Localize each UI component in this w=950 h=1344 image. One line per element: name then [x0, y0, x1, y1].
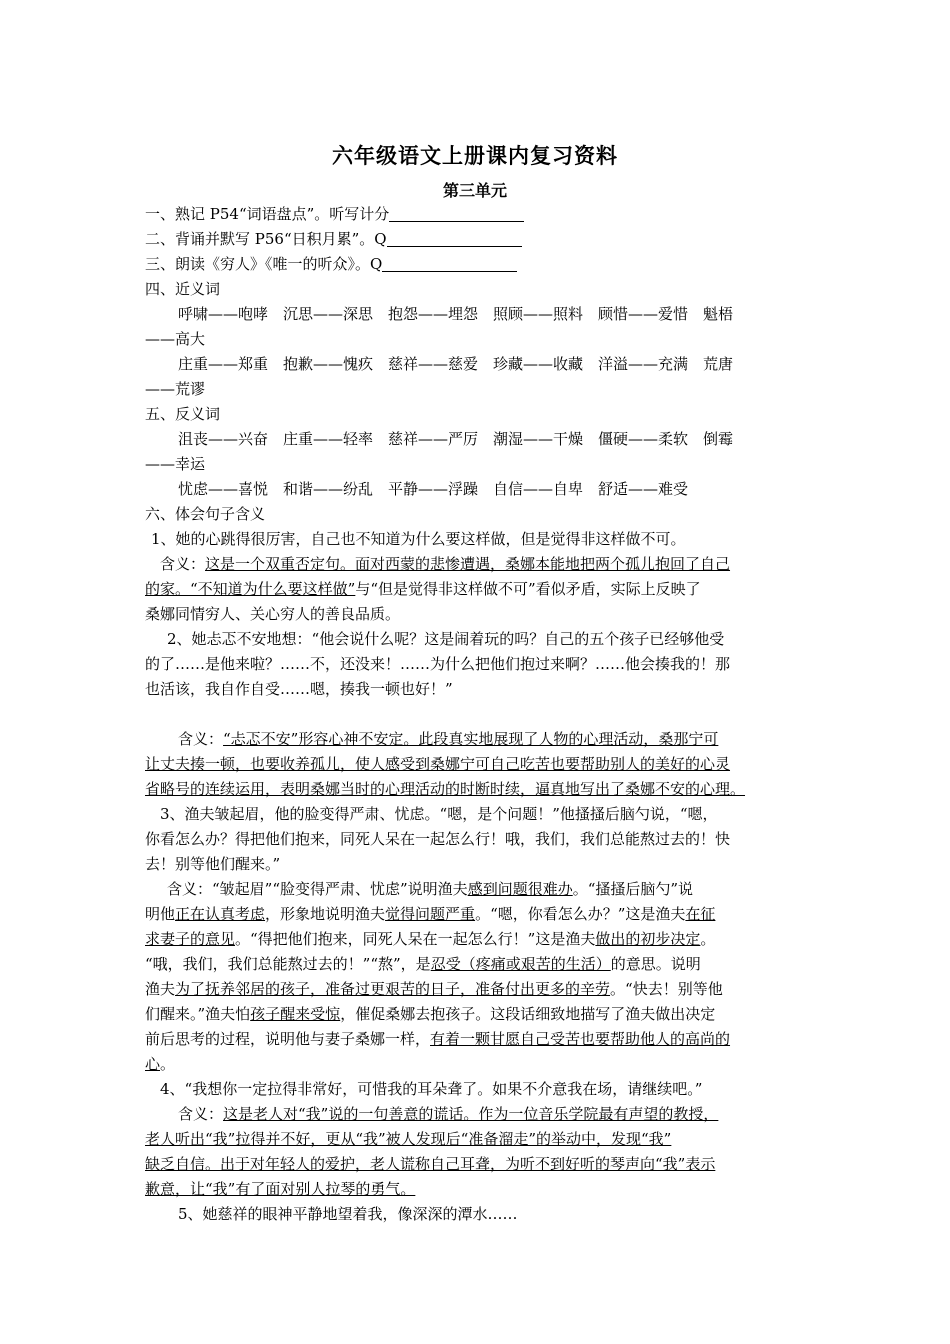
item-recite: 二、背诵并默写 P56“日积月累”。Q: [145, 227, 810, 252]
sentence-2-cont: 也活该，我自作自受……嗯，揍我一顿也好！”: [145, 680, 453, 698]
item-read: 三、朗读《穷人》《唯一的听众》。Q: [145, 252, 810, 277]
antonym-row: 沮丧——兴奋 庄重——轻率 慈祥——严厉 潮湿——干燥 僵硬——柔软 倒霉: [178, 430, 734, 448]
meaning-3-cont: 心。: [145, 1055, 176, 1073]
sentence-3-cont: 去！别等他们醒来。”: [145, 855, 281, 873]
meaning-2-cont: 省略号的连续运用，表明桑娜当时的心理活动的时断时续，逼真地写出了桑娜不安的心理。: [145, 780, 746, 798]
sentence-4: 4、“我想你一定拉得非常好，可惜我的耳朵聋了。如果不介意我在场，请继续吧。”: [160, 1080, 703, 1098]
sentence-2-cont: 的了……是他来啦？……不，还没来！……为什么把他们抱过来啊？……他会揍我的！那: [145, 655, 731, 673]
sentence-3: 3、渔夫皱起眉，他的脸变得严肃、忧虑。“嗯，是个问题！”他搔搔后脑勺说，“嗯，: [160, 805, 718, 823]
section-antonyms: 五、反义词: [145, 405, 221, 423]
meaning-1: 含义：这是一个双重否定句。面对西蒙的悲惨遭遇，桑娜本能地把两个孤儿抱回了自己: [160, 555, 731, 573]
blank-line: [145, 702, 810, 727]
meaning-1-cont: 的家。“不知道为什么要这样做”与“但是觉得非这样做不可”看似矛盾，实际上反映了: [145, 580, 701, 598]
synonym-row-cont: ——高大: [145, 330, 206, 348]
sentence-3-cont: 你看怎么办？得把他们抱来，同死人呆在一起怎么行！哦，我们，我们总能熬过去的！快: [145, 830, 731, 848]
section-sentences: 六、体会句子含义: [145, 505, 266, 523]
sentence-2: 2、她忐忑不安地想：“他会说什么呢？这是闹着玩的吗？自己的五个孩子已经够他受: [167, 630, 725, 648]
meaning-3-cont: “哦，我们，我们总能熬过去的！”“熬”，是忍受（疼痛或艰苦的生活）的意思。说明: [145, 955, 701, 973]
synonym-row-cont: ——荒谬: [145, 380, 206, 398]
sentence-5: 5、她慈祥的眼神平静地望着我，像深深的潭水……: [178, 1205, 518, 1223]
meaning-4-cont: 缺乏自信。出于对年轻人的爱护，老人谎称自己耳聋，为听不到好听的琴声向“我”表示: [145, 1155, 716, 1173]
answer-blank: [387, 230, 522, 247]
unit-heading: 第三单元: [442, 181, 507, 200]
synonym-row: 庄重——郑重 抱歉——愧疚 慈祥——慈爱 珍藏——收藏 洋溢——充满 荒唐: [178, 355, 734, 373]
document-body: [145, 202, 810, 1227]
meaning-4: 含义：这是老人对“我”说的一句善意的谎话。作为一位音乐学院最有声望的教授，: [178, 1105, 719, 1123]
meaning-3-cont: 明他正在认真考虑，形象地说明渔夫觉得问题严重。“嗯，你看怎么办？”这是渔夫在征: [145, 905, 716, 923]
meaning-1-cont: 桑娜同情穷人、关心穷人的善良品质。: [145, 605, 401, 623]
antonym-row-cont: ——幸运: [145, 455, 206, 473]
meaning-3-cont: 渔夫为了抚养邻居的孩子，准备过更艰苦的日子，准备付出更多的辛劳。“快去！别等他: [145, 980, 723, 998]
document-title: 六年级语文上册课内复习资料: [332, 144, 618, 168]
meaning-4-cont: 歉意，让“我”有了面对别人拉琴的勇气。: [145, 1180, 416, 1198]
synonym-row: 呼啸——咆哮 沉思——深思 抱怨——埋怨 照顾——照料 顾惜——爱惜 魁梧: [178, 305, 734, 323]
meaning-3: 含义：“皱起眉”“脸变得严肃、忧虑”说明渔夫感到问题很难办。“搔搔后脑勺”说: [167, 880, 694, 898]
antonym-row: 忧虑——喜悦 和谐——纷乱 平静——浮躁 自信——自卑 舒适——难受: [178, 480, 689, 498]
meaning-3-cont: 们醒来。”渔夫怕孩子醒来受惊，催促桑娜去抱孩子。这段话细致地描写了渔夫做出决定: [145, 1005, 716, 1023]
meaning-3-cont: 求妻子的意见。“得把他们抱来，同死人呆在一起怎么行！”这是渔夫做出的初步决定。: [145, 930, 716, 948]
sentence-1: 1、她的心跳得很厉害，自己也不知道为什么要这样做，但是觉得非这样做不可。: [151, 530, 686, 548]
score-blank: [389, 205, 524, 222]
section-synonyms: 四、近义词: [145, 280, 221, 298]
meaning-3-cont: 前后思考的过程，说明他与妻子桑娜一样，有着一颗甘愿自己受苦也要帮助他人的高尚的: [145, 1030, 731, 1048]
answer-blank: [382, 255, 517, 272]
item-dictation: 一、熟记 P54“词语盘点”。听写计分: [145, 202, 810, 227]
meaning-4-cont: 老人听出“我”拉得并不好，更从“我”被人发现后“准备溜走”的举动中，发现“我”: [145, 1130, 672, 1148]
meaning-2-cont: 让丈夫揍一顿，也要收养孤儿，使人感受到桑娜宁可自己吃苦也要帮助别人的美好的心灵: [145, 755, 731, 773]
meaning-2: 含义：“忐忑不安”形容心神不安定。此段真实地展现了人物的心理活动，桑那宁可: [178, 730, 719, 748]
